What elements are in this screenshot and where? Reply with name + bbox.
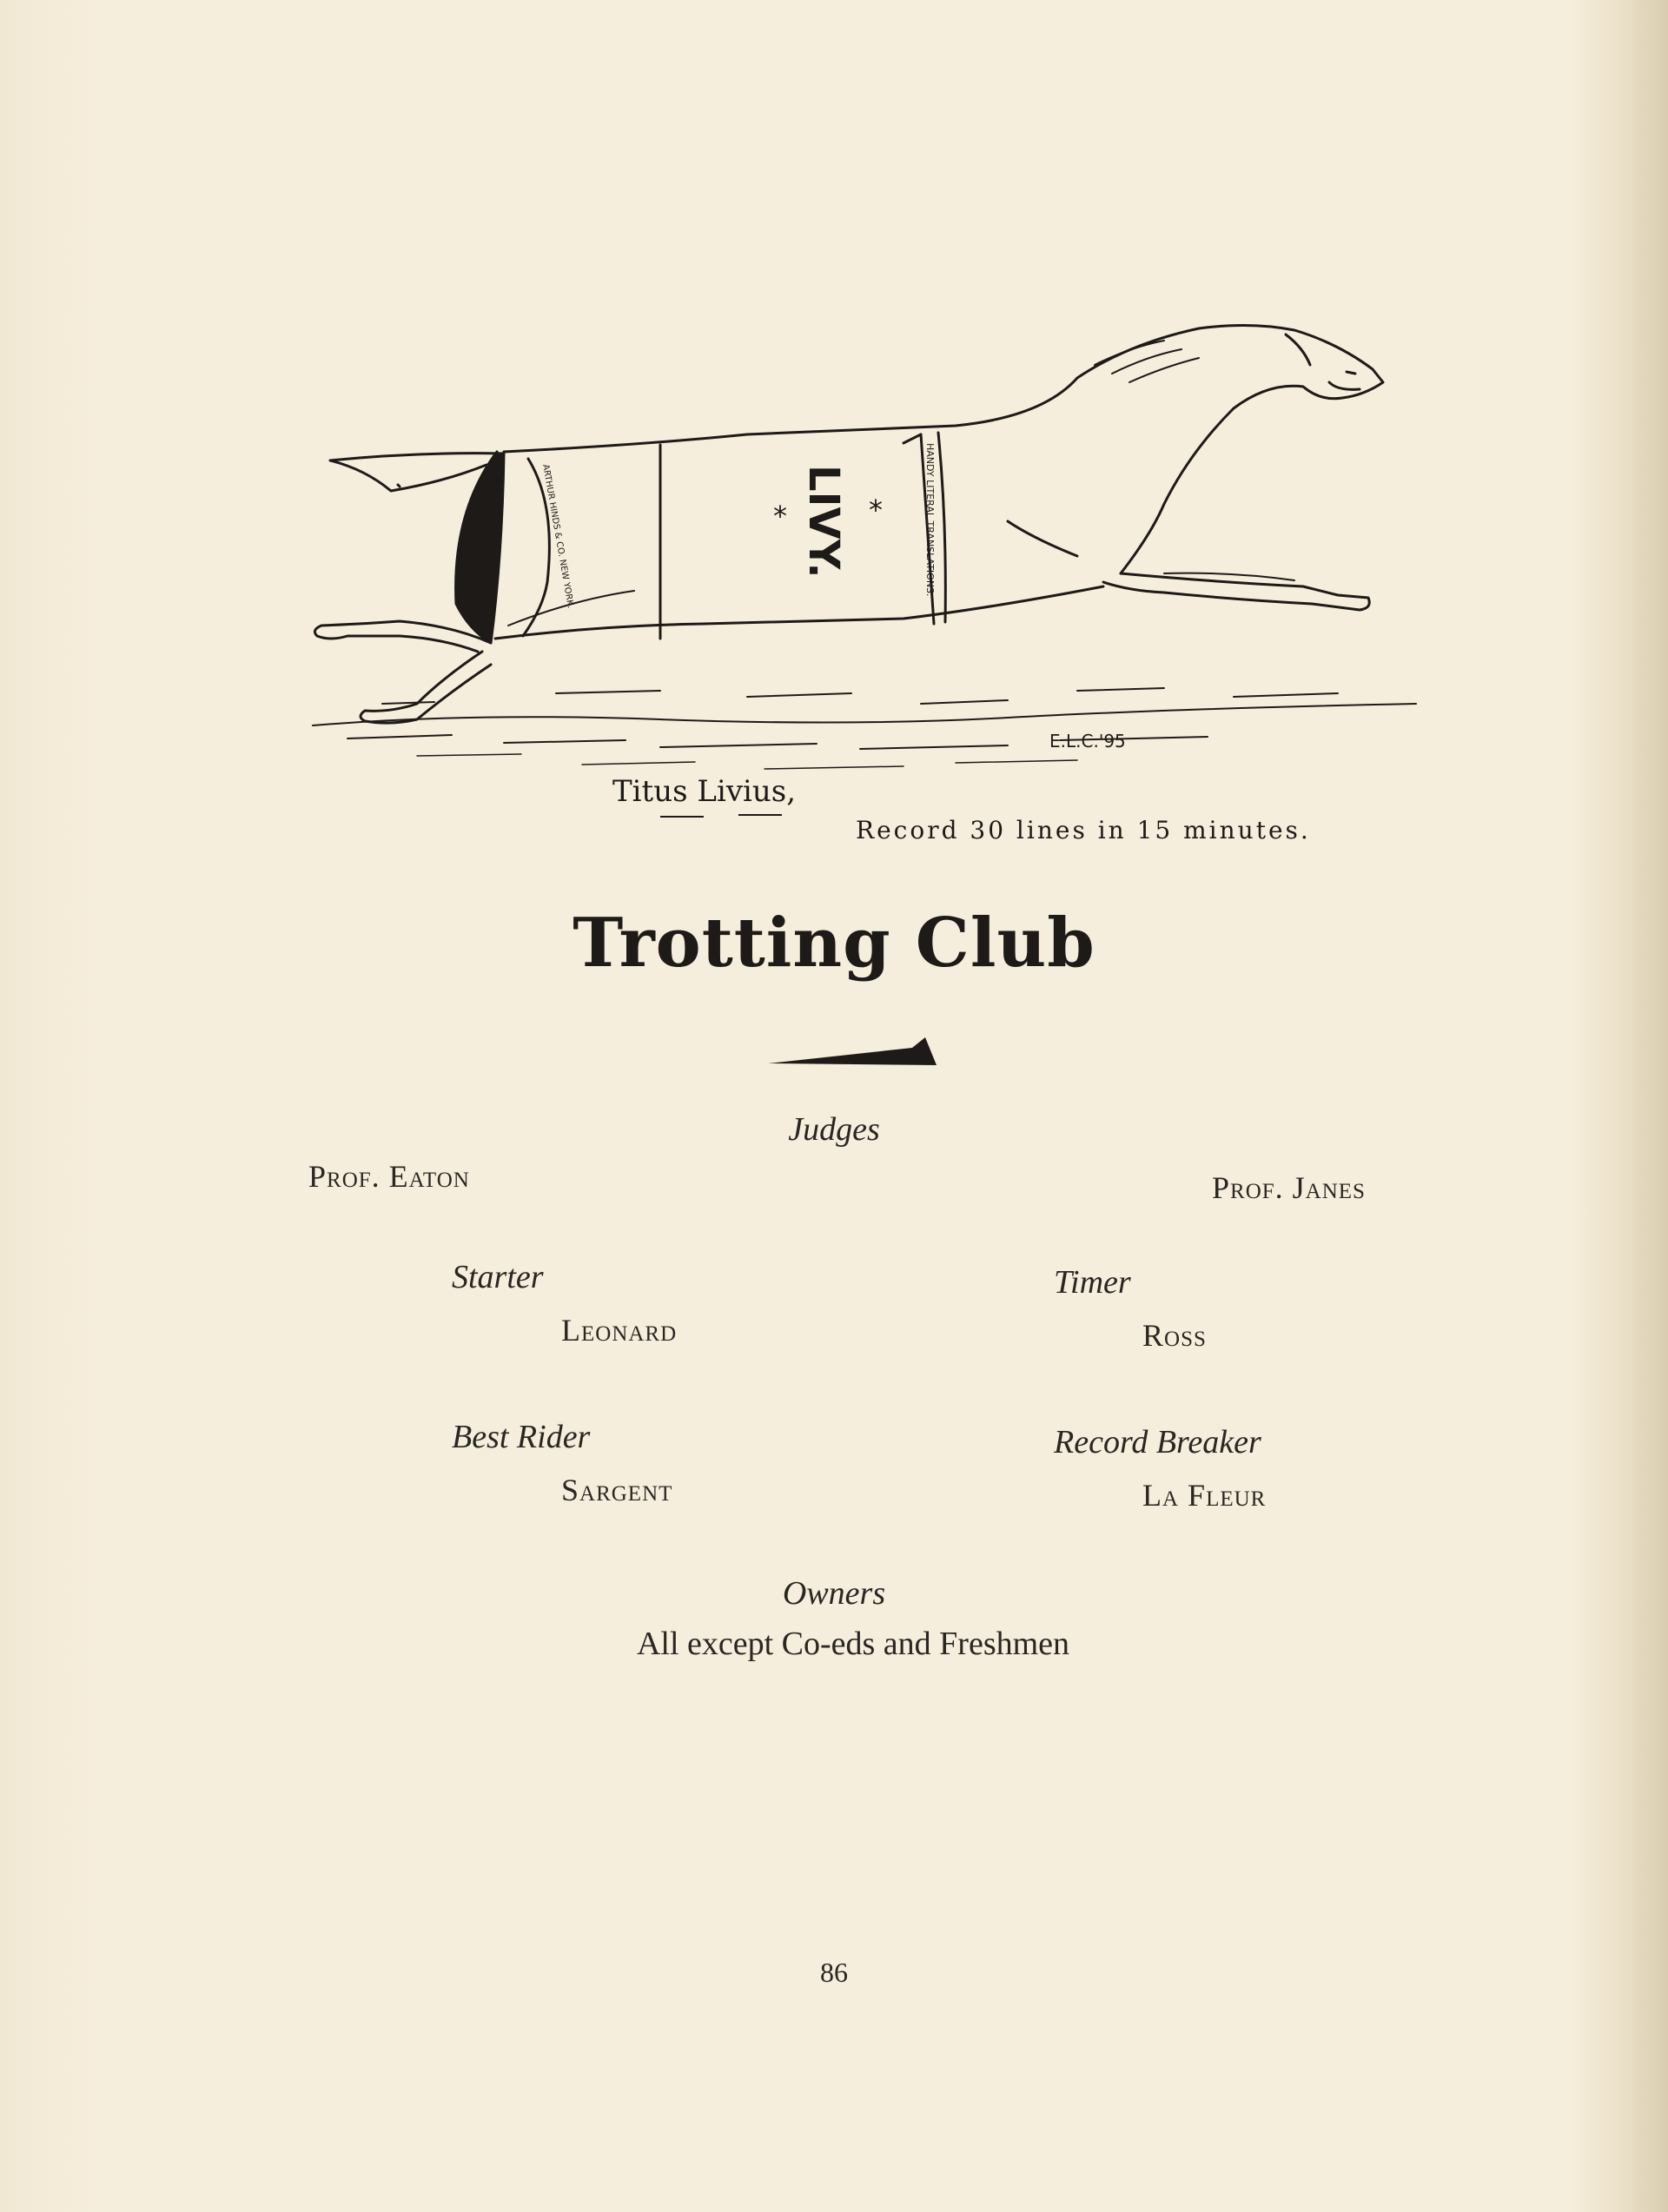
starter-name: Leonard: [561, 1313, 678, 1348]
owners-role: Owners: [782, 1575, 886, 1612]
svg-text:*: *: [773, 500, 787, 533]
timer-name: Ross: [1142, 1318, 1207, 1353]
page-number: 86: [820, 1957, 848, 1988]
svg-text:ARTHUR HINDS & CO. NEW YORK.: ARTHUR HINDS & CO. NEW YORK.: [540, 463, 576, 610]
svg-text:*: *: [869, 493, 883, 527]
horse-illustration: [295, 295, 1433, 851]
judge-name-right: Prof. Janes: [1212, 1170, 1366, 1205]
owners-description: All except Co-eds and Freshmen: [636, 1626, 1070, 1662]
title-ornament: [764, 1034, 938, 1069]
page-title: Trotting Club: [573, 904, 1095, 983]
caption-right: Record 30 lines in 15 minutes.: [856, 816, 1311, 844]
svg-text:HANDY LITERAL TRANSLATIONS.: HANDY LITERAL TRANSLATIONS.: [924, 443, 936, 597]
timer-role: Timer: [1054, 1264, 1131, 1301]
best-rider-name: Sargent: [561, 1473, 673, 1507]
judge-name-left: Prof. Eaton: [308, 1159, 470, 1194]
record-breaker-name: La Fleur: [1142, 1478, 1267, 1513]
judges-role: Judges: [788, 1111, 880, 1148]
svg-text:LIVY.: LIVY.: [799, 465, 848, 579]
illustrator-signature: E.L.C.'95: [1049, 731, 1126, 752]
best-rider-role: Best Rider: [452, 1419, 591, 1455]
record-breaker-role: Record Breaker: [1054, 1424, 1261, 1460]
caption-left: Titus Livius,: [612, 774, 797, 809]
blanket-text: [540, 443, 936, 609]
starter-role: Starter: [452, 1259, 544, 1295]
